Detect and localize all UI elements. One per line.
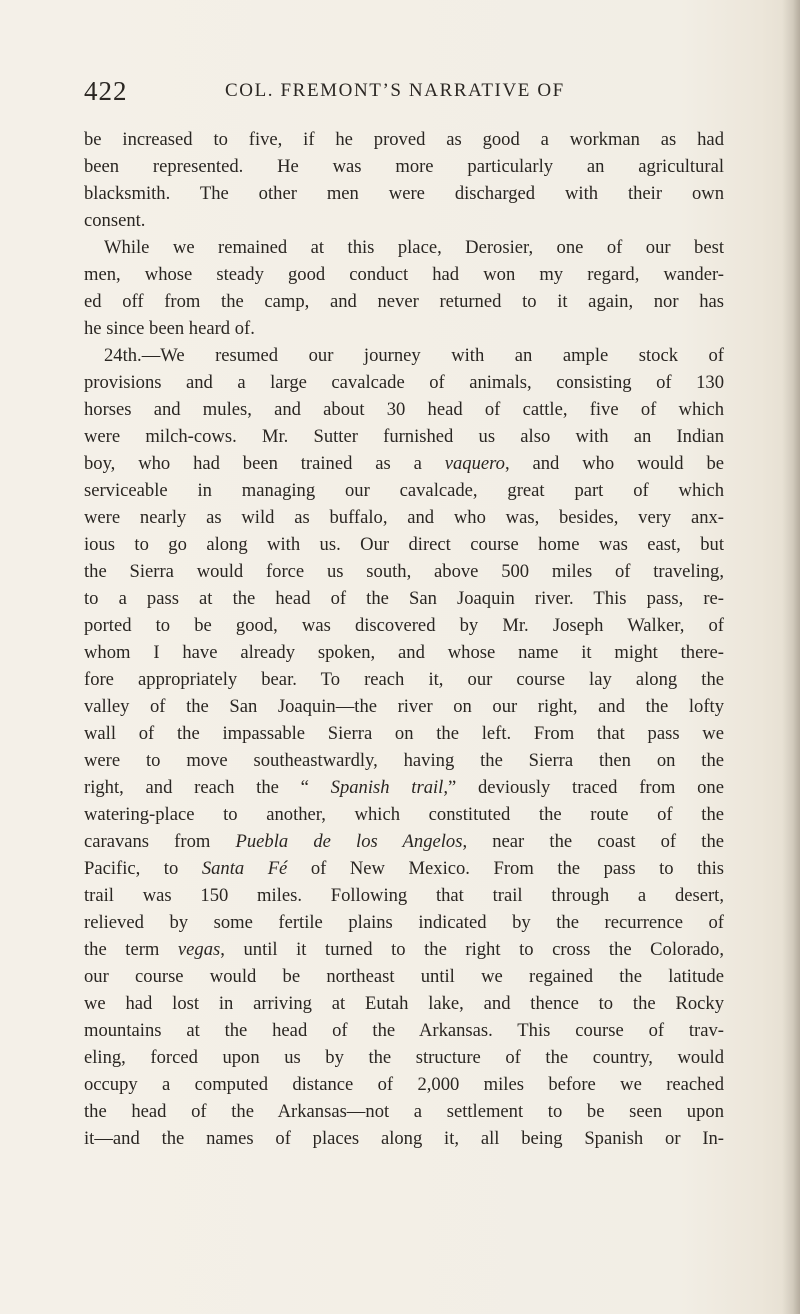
- text-line: right, and reach the “ Spanish trail,” deviously traced from one: [84, 777, 724, 798]
- text-line: our course would be northeast until we regained the latitude: [84, 966, 724, 987]
- text-line: were to move southeastwardly, having the Sierra then on the: [84, 750, 724, 771]
- text-line: men, whose steady good conduct had won my regard, wander-: [84, 264, 724, 285]
- text-line: he since been heard of.: [84, 318, 255, 339]
- text-line: provisions and a large cavalcade of animals, consisting of 130: [84, 372, 724, 393]
- text-line: the Sierra would force us south, above 500 miles of traveling,: [84, 561, 724, 582]
- text-line: ported to be good, was discovered by Mr. Joseph Walker, of: [84, 615, 724, 636]
- text-line: wall of the impassable Sierra on the left. From that pass we: [84, 723, 724, 744]
- text-line: blacksmith. The other men were discharged with their own: [84, 183, 724, 204]
- page-edge-shadow: [782, 0, 800, 1314]
- text-line: whom I have already spoken, and whose name it might there-: [84, 642, 724, 663]
- text-line: Pacific, to Santa Fé of New Mexico. From the pass to this: [84, 858, 724, 879]
- text-line: consent.: [84, 210, 146, 231]
- text-line: fore appropriately bear. To reach it, our course lay along the: [84, 669, 724, 690]
- page-header: [84, 76, 724, 116]
- page-number: 422: [84, 76, 128, 106]
- text-line: be increased to five, if he proved as good a workman as had: [84, 129, 724, 150]
- text-line: the term vegas, until it turned to the right to cross the Colorado,: [84, 939, 724, 960]
- text-line: watering-place to another, which constituted the route of the: [84, 804, 724, 825]
- running-title: COL. FREMONT’S NARRATIVE OF: [225, 80, 565, 101]
- text-line: ious to go along with us. Our direct course home was east, but: [84, 534, 724, 555]
- text-line: it—and the names of places along it, all being Spanish or In-: [84, 1128, 724, 1149]
- text-line: we had lost in arriving at Eutah lake, and thence to the Rocky: [84, 993, 724, 1014]
- text-line: valley of the San Joaquin—the river on our right, and the lofty: [84, 696, 724, 717]
- text-line: trail was 150 miles. Following that trail through a desert,: [84, 885, 724, 906]
- text-line: relieved by some fertile plains indicated by the recurrence of: [84, 912, 724, 933]
- text-line: to a pass at the head of the San Joaquin river. This pass, re-: [84, 588, 724, 609]
- text-line: 24th.—We resumed our journey with an ample stock of: [104, 345, 724, 366]
- text-line: serviceable in managing our cavalcade, great part of which: [84, 480, 724, 501]
- text-line: been represented. He was more particularly an agricultural: [84, 156, 724, 177]
- body-text: [84, 126, 724, 1152]
- text-line: the head of the Arkansas—not a settlement to be seen upon: [84, 1101, 724, 1122]
- text-line: boy, who had been trained as a vaquero, and who would be: [84, 453, 724, 474]
- text-line: While we remained at this place, Derosier, one of our best: [104, 237, 724, 258]
- text-line: were nearly as wild as buffalo, and who was, besides, very anx-: [84, 507, 724, 528]
- text-line: horses and mules, and about 30 head of cattle, five of which: [84, 399, 724, 420]
- text-line: were milch-cows. Mr. Sutter furnished us also with an Indian: [84, 426, 724, 447]
- text-line: occupy a computed distance of 2,000 miles before we reached: [84, 1074, 724, 1095]
- text-line: ed off from the camp, and never returned to it again, nor has: [84, 291, 724, 312]
- text-line: mountains at the head of the Arkansas. This course of trav-: [84, 1020, 724, 1041]
- text-line: caravans from Puebla de los Angelos, near the coast of the: [84, 831, 724, 852]
- text-line: eling, forced upon us by the structure of the country, would: [84, 1047, 724, 1068]
